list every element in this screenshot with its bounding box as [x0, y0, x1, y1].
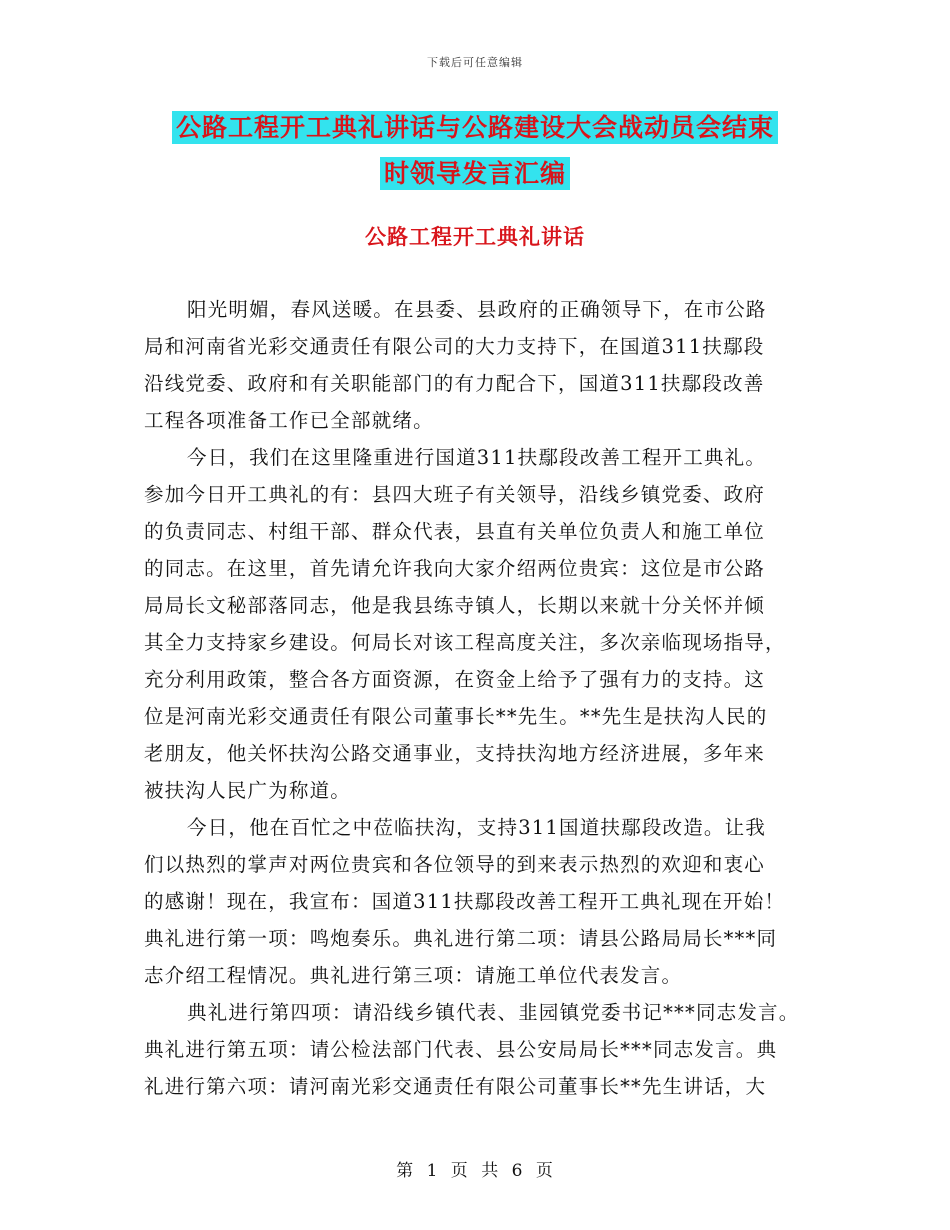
- footer-total-word: 共: [481, 1161, 500, 1181]
- body-line: 典礼进行第四项：请沿线乡镇代表、韭园镇党委书记***同志发言。: [187, 1001, 800, 1024]
- body-line: 今日，他在百忙之中莅临扶沟，支持311国道扶鄢段改造。让我: [187, 816, 767, 839]
- body-line: 的同志。在这里，首先请允许我向大家介绍两位贵宾：这位是市公路: [144, 557, 766, 580]
- body-line: 的感谢！现在，我宣布：国道311扶鄢段改善工程开工典礼现在开始！: [144, 890, 786, 913]
- body-line: 今日，我们在这里隆重进行国道311扶鄢段改善工程开工典礼。: [187, 446, 767, 469]
- document-title-line-1: [0, 111, 950, 145]
- section-heading: 公路工程开工典礼讲话: [365, 224, 585, 249]
- footer-page-word: 页: [450, 1161, 469, 1181]
- document-title-line-2: [0, 157, 950, 191]
- body-line: 的负责同志、村组干部、群众代表，县直有关单位负责人和施工单位: [144, 520, 766, 543]
- body-line: 阳光明媚，春风送暖。在县委、县政府的正确领导下，在市公路: [187, 298, 767, 321]
- page-header-note: 下载后可任意编辑: [427, 56, 523, 69]
- body-line: 充分利用政策，整合各方面资源，在资金上给予了强有力的支持。这: [144, 668, 766, 691]
- footer-prefix: 第: [396, 1161, 415, 1181]
- body-line: 沿线党委、政府和有关职能部门的有力配合下，国道311扶鄢段改善: [144, 372, 765, 395]
- body-line: 典礼进行第一项：鸣炮奏乐。典礼进行第二项：请县公路局局长***同: [144, 927, 778, 950]
- body-line: 典礼进行第五项：请公检法部门代表、县公安局局长***同志发言。典: [144, 1038, 778, 1061]
- current-page-number: 1: [426, 1161, 439, 1181]
- body-line: 局局长文秘部落同志，他是我县练寺镇人，长期以来就十分关怀并倾: [144, 594, 766, 617]
- body-line: 被扶沟人民广为称道。: [144, 779, 352, 802]
- body-line: 其全力支持家乡建设。何局长对该工程高度关注，多次亲临现场指导，: [144, 631, 786, 654]
- title-line-2-text: 时领导发言汇编: [380, 157, 570, 190]
- body-line: 礼进行第六项：请河南光彩交通责任有限公司董事长**先生讲话，大: [144, 1075, 767, 1098]
- page-footer: [0, 1156, 950, 1181]
- title-line-1-text: 公路工程开工典礼讲话与公路建设大会战动员会结束: [172, 111, 778, 144]
- body-line: 志介绍工程情况。典礼进行第三项：请施工单位代表发言。: [144, 964, 683, 987]
- body-line: 们以热烈的掌声对两位贵宾和各位领导的到来表示热烈的欢迎和衷心: [144, 853, 766, 876]
- footer-suffix: 页: [535, 1161, 554, 1181]
- body-line: 参加今日开工典礼的有：县四大班子有关领导，沿线乡镇党委、政府: [144, 483, 766, 506]
- body-line: 位是河南光彩交通责任有限公司董事长**先生。**先生是扶沟人民的: [144, 705, 768, 728]
- body-line: 老朋友，他关怀扶沟公路交通事业，支持扶沟地方经济进展，多年来: [144, 742, 766, 765]
- body-line: 工程各项准备工作已全部就绪。: [144, 409, 434, 432]
- body-line: 局和河南省光彩交通责任有限公司的大力支持下，在国道311扶鄢段: [144, 335, 765, 358]
- total-page-count: 6: [511, 1161, 524, 1181]
